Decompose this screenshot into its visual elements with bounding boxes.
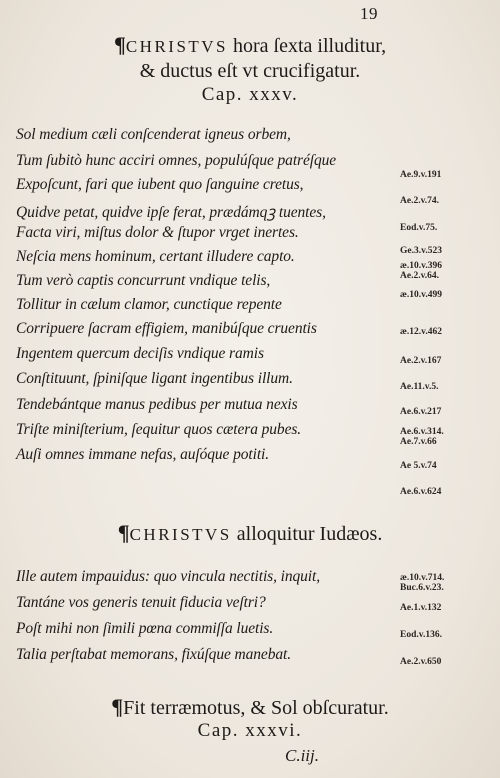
margin-reference: Eod.v.136. [400,630,442,640]
pilcrow-icon: ¶ [117,520,130,545]
title-text: Fit terræmotus, & Sol obſcuratur. [123,697,389,719]
verse-line: Ille autem impauidus: quo vincula nectitis, inquit, [16,568,320,585]
margin-reference: Ae.2.v.650 [400,657,442,667]
verse-line: Ingentem quercum deciſis vndique ramis [16,345,264,362]
verse-line: Facta viri, miſtus dolor & ſtupor vrget inertes. [16,224,299,241]
verse-line: Neſcia mens hominum, certant illudere capto. [16,248,295,265]
margin-reference: Eod.v.75. [400,223,438,233]
margin-reference: Ae.6.v.217 [400,407,442,417]
margin-reference: Ae.6.v.314. Ae.7.v.66 [400,427,444,447]
margin-reference: Ae.1.v.132 [400,603,442,613]
verse-line: Tollitur in cælum clamor, cunctique repente [16,296,282,313]
section-3-chapter: Cap. xxxvi. [197,720,303,741]
margin-reference: æ.12.v.462 [400,327,442,337]
margin-reference: æ.10.v.714. Buc.6.v.23. [400,573,445,593]
margin-reference: Ae 5.v.74 [400,461,437,471]
title-caps: CHRISTVS [125,37,229,56]
section-1-title-line-1 [0,32,500,60]
verse-line: Conſtituunt, ſpiniſque ligant ingentibus illum. [16,370,293,387]
verse-line: Sol medium cæli conſcenderat igneus orbem, [16,126,291,143]
verse-line: Tantáne vos generis tenuit fiducia veſtri? [16,594,266,611]
verse-line: Tendebántque manus pedibus per mutua nexis [16,396,298,413]
section-2-title [0,520,500,548]
verse-line: Poſt mihi non ſimili pœna commiſſa luetis. [16,620,274,637]
margin-reference: Ae.9.v.191 [400,170,442,180]
pilcrow-icon: ¶ [111,694,124,719]
verse-line: Tum ſubitò hunc acciri omnes, populúſque patréſque [16,152,337,169]
verse-line: Corripuere ſacram effigiem, manibúſque cruentis [16,320,317,337]
verse-line: Quidve petat, quidve ipſe ferat, prædámqꝫ tuentes, [16,204,326,221]
margin-reference: Ge.3.v.523 [400,246,442,256]
page-number: 19 [360,4,378,23]
section-1-chapter: Cap. xxxv. [201,84,299,105]
verse-line: Tum verò captis concurrunt vndique telis, [16,272,271,289]
verse-line: Auſi omnes immane nefas, auſóque potiti. [16,446,270,463]
verse-line: Talia perſtabat memorans, fixúſque manebat. [16,646,291,663]
margin-reference: Ae.11.v.5. [400,382,439,392]
margin-reference: æ.10.v.499 [400,290,442,300]
verse-line: Expoſcunt, fari que iubent quo ſanguine cretus, [16,176,304,193]
margin-reference: Ae.6.v.624 [400,487,442,497]
title-rest: alloquitur Iudæos. [231,523,383,545]
section-3-title [0,694,500,721]
title-rest: hora ſexta illuditur, [228,35,387,57]
margin-reference: Ae.2.v.74. [400,196,440,206]
title-caps: CHRISTVS [129,525,232,544]
margin-reference: Ae.2.v.167 [400,356,442,366]
margin-reference: æ.10.v.396 Ae.2.v.64. [400,261,442,281]
verse-line: Triſte miniſterium, ſequitur quos cætera pubes. [16,421,302,438]
signature-mark: C.iij. [285,746,320,765]
pilcrow-icon: ¶ [113,32,126,57]
section-1-title-line-2: & ductus eſt vt crucifigatur. [139,60,361,82]
